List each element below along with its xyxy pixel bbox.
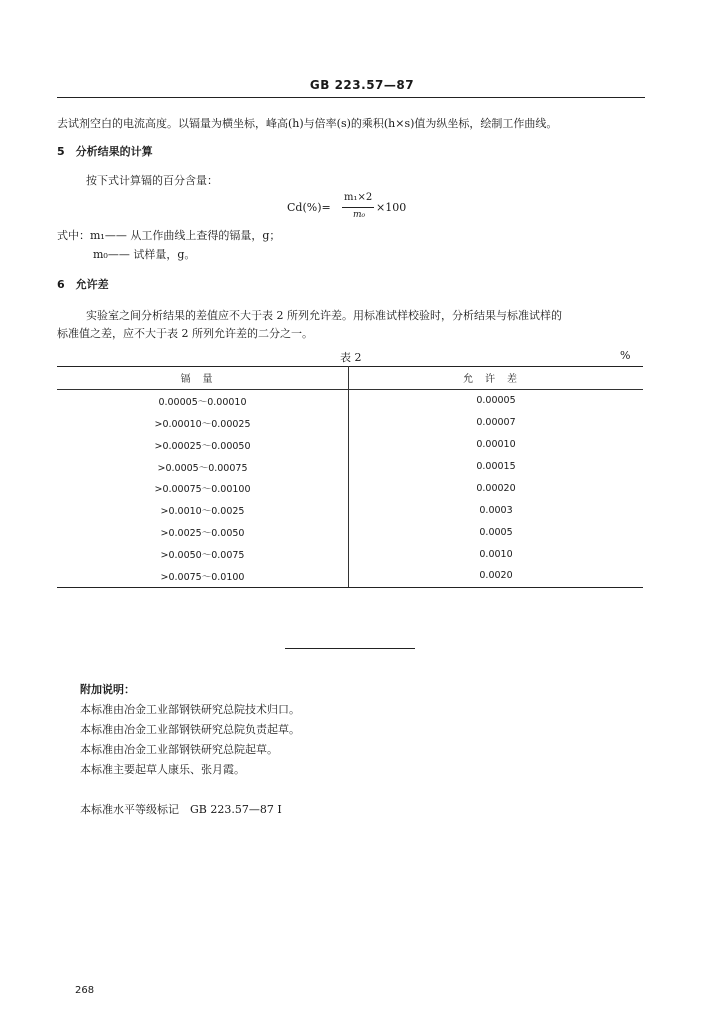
cell-tolerance: 0.0020	[349, 565, 644, 587]
end-rule	[285, 648, 415, 649]
cell-range: >0.00025～0.00050	[57, 434, 349, 456]
where-m1: 式中：m₁—— 从工作曲线上查得的镉量，g；	[57, 229, 281, 242]
cell-range: >0.00010～0.00025	[57, 412, 349, 434]
cell-tolerance: 0.0010	[479, 548, 513, 560]
note-line: 本标准由冶金工业部钢铁研究总院负责起草。	[80, 723, 300, 736]
level-mark: 本标准水平等级标记 GB 223.57—87 I	[80, 803, 282, 816]
cell-tolerance: 0.00015	[476, 461, 516, 472]
fraction-bar	[342, 207, 374, 208]
table-row	[57, 412, 643, 434]
intro-paragraph: 去试剂空白的电流高度。以镉量为横坐标，峰高(h)与倍率(s)的乘积(h×s)值为纵坐标，绘制工作曲线。	[57, 117, 558, 130]
cell-tolerance: 0.0005	[479, 526, 513, 538]
header-tolerance: 允许差	[349, 367, 644, 390]
cell-range: 0.00005～0.00010	[57, 389, 349, 411]
cell-tolerance: 0.00010	[476, 439, 516, 451]
table-row	[57, 499, 643, 521]
table-row	[57, 521, 643, 543]
header-rule	[57, 97, 645, 98]
table-row	[57, 565, 643, 587]
notes-title: 附加说明：	[80, 683, 135, 696]
cell-range: >0.0005～0.00075	[57, 456, 349, 478]
table-row	[57, 543, 643, 565]
tolerance-table	[57, 366, 643, 588]
standard-number-header: GB 223.57—87	[309, 78, 415, 92]
section-6-paragraph-line2: 标准值之差，应不大于表 2 所列允许差的二分之一。	[57, 327, 313, 340]
cell-range: >0.0025～0.0050	[57, 521, 349, 543]
formula-numerator: m₁×2	[344, 192, 373, 203]
table-row	[57, 389, 643, 411]
page-number: 268	[75, 985, 95, 996]
section-5-lead: 按下式计算镉的百分含量：	[86, 174, 218, 187]
table-caption: 表 2	[340, 351, 362, 364]
cell-tolerance: 0.00020	[476, 482, 516, 494]
cell-range: >0.0075～0.0100	[57, 565, 349, 587]
where-m0: m₀—— 试样量，g。	[93, 248, 196, 261]
table-unit: %	[620, 349, 631, 362]
header-cadmium: 镉量	[57, 367, 349, 390]
note-line: 本标准由冶金工业部钢铁研究总院起草。	[80, 743, 278, 756]
cell-range: >0.00075～0.00100	[57, 477, 349, 499]
section-6-paragraph-line1: 实验室之间分析结果的差值应不大于表 2 所列允许差。用标准试样校验时，分析结果与标准试样的	[86, 309, 562, 322]
table-row	[57, 434, 643, 456]
section-6-heading: 6 允许差	[57, 278, 109, 291]
cell-range: >0.0050～0.0075	[57, 543, 349, 565]
formula-rhs: ×100	[376, 201, 407, 214]
cadmium-formula	[287, 192, 447, 222]
cell-tolerance: 0.00007	[476, 417, 516, 429]
table-header-row	[57, 367, 643, 390]
cell-tolerance: 0.0003	[479, 504, 513, 516]
table-row	[57, 477, 643, 499]
formula-denominator: m₀	[353, 210, 366, 220]
note-line: 本标准主要起草人康乐、张月霞。	[80, 763, 245, 776]
section-5-heading: 5 分析结果的计算	[57, 145, 153, 158]
formula-lhs: Cd(%)=	[287, 201, 331, 214]
note-line: 本标准由冶金工业部钢铁研究总院技术归口。	[80, 703, 300, 716]
cell-tolerance: 0.00005	[476, 395, 516, 407]
cell-range: >0.0010～0.0025	[57, 499, 349, 521]
table-row	[57, 456, 643, 478]
